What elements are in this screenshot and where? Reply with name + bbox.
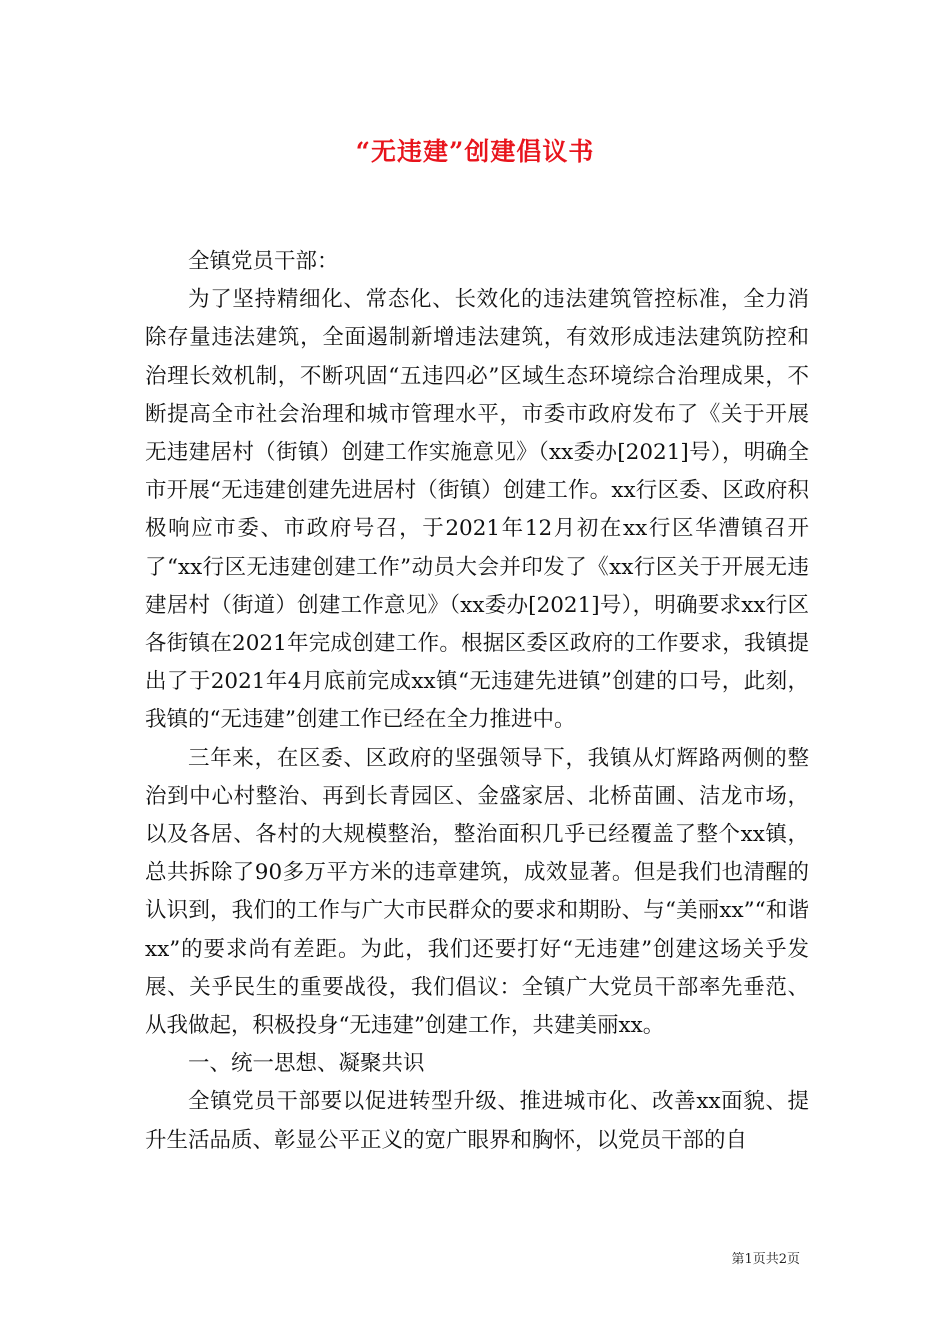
- section-heading-1: 一、统一思想、凝聚共识: [188, 1051, 425, 1077]
- document-body: [145, 243, 809, 1160]
- page-number: 第1页共2页: [731, 1252, 800, 1267]
- paragraph-3: 全镇党员干部要以促进转型升级、推进城市化、改善xx面貌、提升生活品质、彰显公平正义的宽广眼界和胸怀，以党员干部的自: [145, 1089, 809, 1153]
- document-title: “无违建”创建倡议书: [355, 137, 595, 166]
- paragraph-1: 为了坚持精细化、常态化、长效化的违法建筑管控标准，全力消除存量违法建筑，全面遏制新增违法建筑，有效形成违法建筑防控和治理长效机制，不断巩固“五违四必”区域生态环境综合治理成果，不断提高全市社会治理和城市管理水平，市委市政府发布了《关于开展无违建居村（街镇）创建工作实施意见》（xx委办[2021]号），明确全市开展“无违建创建先进居村（街镇）创建工作。xx行区委、区政府积极响应市委、市政府号召，于2021年12月初在xx行区华漕镇召开了“xx行区无违建创建工作”动员大会并印发了《xx行区关于开展无违建居村（街道）创建工作意见》（xx委办[2021]号），明确要求xx行区各街镇在2021年完成创建工作。根据区委区政府的工作要求，我镇提出了于2021年4月底前完成xx镇“无违建先进镇”创建的口号，此刻，我镇的“无违建”创建工作已经在全力推进中。: [145, 287, 809, 733]
- salutation: 全镇党员干部：: [188, 249, 339, 274]
- paragraph-2: 三年来，在区委、区政府的坚强领导下，我镇从灯辉路两侧的整治到中心村整治、再到长青园区、金盛家居、北桥苗圃、洁龙市场，以及各居、各村的大规模整治，整治面积几乎已经覆盖了整个xx镇，总共拆除了90多万平方米的违章建筑，成效显著。但是我们也清醒的认识到，我们的工作与广大市民群众的要求和期盼、与“美丽xx”“和谐xx”的要求尚有差距。为此，我们还要打好“无违建”创建这场关乎发展、关乎民生的重要战役，我们倡议：全镇广大党员干部率先垂范、从我做起，积极投身“无违建”创建工作，共建美丽xx。: [145, 745, 809, 1039]
